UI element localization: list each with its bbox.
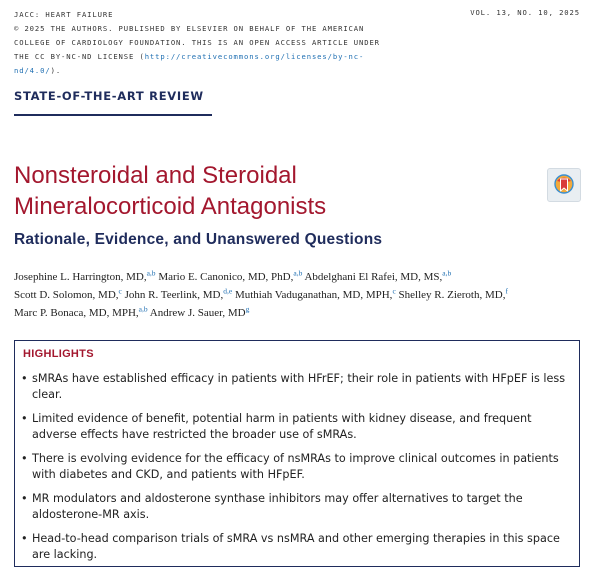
article-subtitle: Rationale, Evidence, and Unanswered Questions bbox=[14, 231, 383, 248]
article-type-rule bbox=[14, 114, 212, 116]
author-list bbox=[14, 268, 589, 322]
bullet-icon: • bbox=[21, 452, 28, 465]
highlights-heading: HIGHLIGHTS bbox=[23, 348, 94, 360]
author: Shelley R. Zieroth, MD,$^f$ bbox=[398, 286, 508, 301]
title-line-2: Mineralocorticoid Antagonists bbox=[14, 193, 327, 220]
bullet-icon: • bbox=[21, 492, 28, 505]
license-line bbox=[14, 50, 394, 78]
affiliation-mark[interactable]: c bbox=[118, 286, 122, 296]
author: John R. Teerlink, MD,$^{d,e}$ bbox=[124, 286, 233, 301]
highlight-item bbox=[21, 491, 571, 523]
highlights-box bbox=[14, 340, 580, 567]
affiliation-mark[interactable]: c bbox=[392, 286, 396, 296]
author: Scott D. Solomon, MD,$^c$ bbox=[14, 286, 122, 301]
journal-name: JACC: HEART FAILURE bbox=[14, 10, 114, 19]
license-link[interactable]: http://creativecommons.org/licenses/by-nc-nd/4.0/ bbox=[14, 52, 365, 75]
bullet-icon: • bbox=[21, 412, 28, 425]
affiliation-mark[interactable]: a,b bbox=[138, 304, 148, 314]
author: Mario E. Canonico, MD, PhD,$^{a,b}$ bbox=[158, 268, 303, 283]
affiliation-mark[interactable]: a,b bbox=[146, 268, 156, 278]
crossmark-icon[interactable] bbox=[547, 168, 581, 202]
author: Andrew J. Sauer, MD$^g$ bbox=[149, 304, 250, 319]
license-suffix: ). bbox=[50, 66, 62, 75]
highlight-text: Head-to-head comparison trials of sMRA vs nsMRA and other emerging therapies in this space are lacking. bbox=[32, 532, 560, 561]
bullet-icon: • bbox=[21, 532, 28, 545]
article-type-label: STATE-OF-THE-ART REVIEW bbox=[14, 89, 204, 103]
bullet-icon: • bbox=[21, 372, 28, 385]
highlight-text: There is evolving evidence for the efficacy of nsMRAs to improve clinical outcomes in patients with diabetes and CKD, and patients with HFpEF. bbox=[32, 452, 559, 481]
highlight-text: MR modulators and aldosterone synthase inhibitors may offer alternatives to target the aldosterone-MR axis. bbox=[32, 492, 523, 521]
affiliation-mark[interactable]: f bbox=[505, 286, 508, 296]
copyright-line-2: COLLEGE OF CARDIOLOGY FOUNDATION. THIS IS AN OPEN ACCESS ARTICLE UNDER bbox=[14, 38, 380, 47]
highlight-item bbox=[21, 531, 571, 563]
copyright-line-1: © 2025 THE AUTHORS. PUBLISHED BY ELSEVIER ON BEHALF OF THE AMERICAN bbox=[14, 24, 365, 33]
license-prefix: THE CC BY-NC-ND LICENSE ( bbox=[14, 52, 145, 61]
author: Muthiah Vaduganathan, MD, MPH,$^c$ bbox=[234, 286, 396, 301]
highlights-list bbox=[21, 371, 571, 571]
volume-info: VOL. 13, NO. 10, 2025 bbox=[470, 8, 580, 17]
affiliation-mark[interactable]: a,b bbox=[442, 268, 452, 278]
author: Josephine L. Harrington, MD,$^{a,b}$ bbox=[14, 268, 156, 283]
highlight-text: sMRAs have established efficacy in patients with HFrEF; their role in patients with HFpEF is less clear. bbox=[32, 372, 566, 401]
author: Abdelghani El Rafei, MD, MS,$^{a,b}$ bbox=[304, 268, 452, 283]
crossmark-icon-graphic bbox=[548, 169, 580, 201]
affiliation-mark[interactable]: d,e bbox=[223, 286, 233, 296]
article-title bbox=[14, 160, 514, 222]
highlight-text: Limited evidence of benefit, potential harm in patients with kidney disease, and frequent adverse effects have restricted the broader use of sMRAs. bbox=[32, 412, 532, 441]
author: Marc P. Bonaca, MD, MPH,$^{a,b}$ bbox=[14, 304, 148, 319]
affiliation-mark[interactable]: g bbox=[245, 304, 250, 314]
highlight-item bbox=[21, 371, 571, 403]
title-line-1: Nonsteroidal and Steroidal bbox=[14, 162, 297, 189]
highlight-item bbox=[21, 451, 571, 483]
highlight-item bbox=[21, 411, 571, 443]
journal-header bbox=[14, 8, 394, 78]
affiliation-mark[interactable]: a,b bbox=[293, 268, 303, 278]
